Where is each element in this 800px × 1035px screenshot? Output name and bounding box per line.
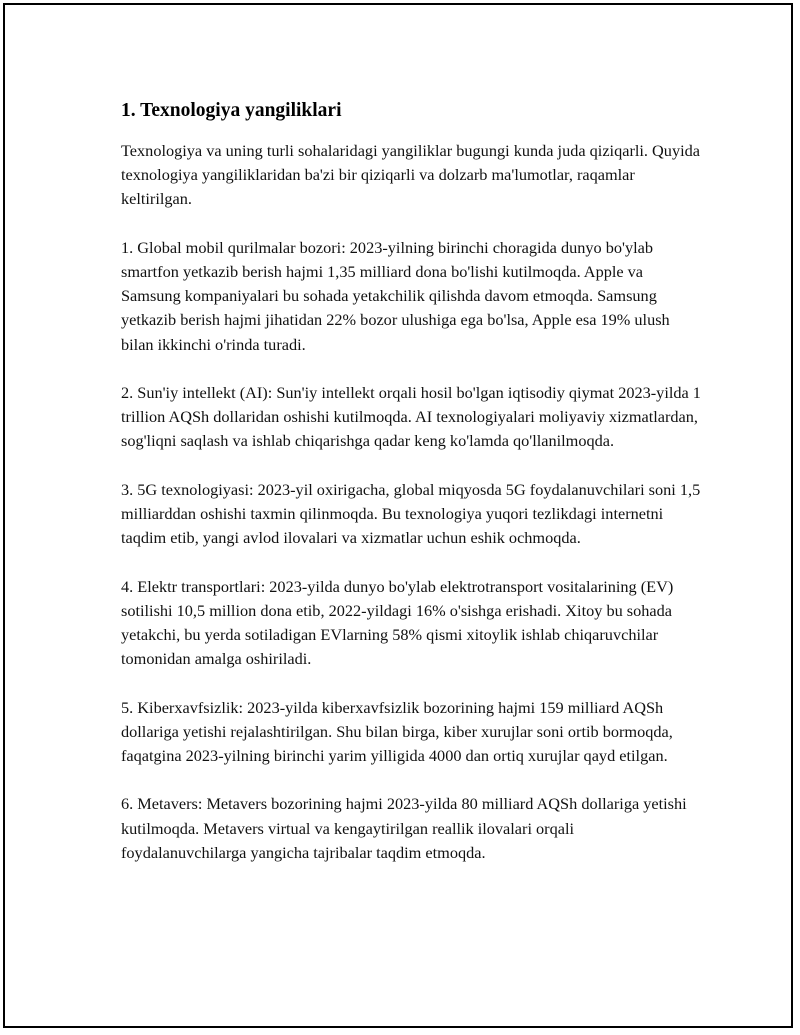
document-content	[121, 99, 701, 889]
paragraph-electric-transport: 4. Elektr transportlari: 2023-yilda dunyo bo'ylab elektrotransport vositalarining (EV) sotilishi 10,5 million dona etib, 2022-yildagi 16% o'sishga erishadi. Xitoy bu sohada yetakchi, bu yerda sotiladigan EVlarning 58% qismi xitoylik ishlab chiqaruvchilar tomonidan amalga oshiriladi.	[121, 576, 674, 669]
document-page	[3, 3, 793, 1028]
paragraph-5g-technology: 3. 5G texnologiyasi: 2023-yil oxirigacha, global miqyosda 5G foydalanuvchilari soni 1,5 milliarddan oshishi taxmin qilinmoqda. Bu texnologiya yuqori tezlikdagi internetni taqdim etib, yangi avlod ilovalari va xizmatlar uchun eshik ochmoqda.	[121, 479, 701, 548]
document-title: 1. Texnologiya yangiliklari	[121, 100, 342, 121]
paragraph-cybersecurity: 5. Kiberxavfsizlik: 2023-yilda kiberxavfsizlik bozorining hajmi 159 milliard AQSh dollariga yetishi rejalashtirilgan. Shu bilan birga, kiber xurujlar soni ortib bormoqda, faqatgina 2023-yilning birinchi yarim yilligida 4000 dan ortiq xurujlar qayd etilgan.	[121, 697, 673, 765]
paragraph-artificial-intelligence: 2. Sun'iy intellekt (AI): Sun'iy intellekt orqali hosil bo'lgan iqtisodiy qiymat 2023-yilda 1 trillion AQSh dollaridan oshishi kutilmoqda. AI texnologiyalari moliyaviy xizmatlardan, sog'liqni saqlash va ishlab chiqarishga qadar keng ko'lamda qo'llanilmoqda.	[121, 383, 701, 451]
intro-paragraph: Texnologiya va uning turli sohalaridagi yangiliklar bugungi kunda juda qiziqarli. Quyida texnologiya yangiliklaridan ba'zi bir qiziqarli va dolzarb ma'lumotlar, raqamlar keltirilgan.	[121, 141, 700, 209]
paragraph-metaverse: 6. Metavers: Metavers bozorining hajmi 2023-yilda 80 milliard AQSh dollariga yetishi kutilmoqda. Metavers virtual va kengaytirilgan reallik ilovalari orqali foydalanuvchilarga yangicha tajribalar taqdim etmoqda.	[121, 794, 687, 862]
paragraph-mobile-devices: 1. Global mobil qurilmalar bozori: 2023-yilning birinchi choragida dunyo bo'ylab smartfon yetkazib berish hajmi 1,35 milliard dona bo'lishi kutilmoqda. Apple va Samsung kompaniyalari bu sohada yetakchilik qilishda davom etmoqda. Samsung yetkazib berish hajmi jihatidan 22% bozor ulushiga ega bo'lsa, Apple esa 19% ulush bilan ikkinchi o'rinda turadi.	[121, 237, 670, 354]
